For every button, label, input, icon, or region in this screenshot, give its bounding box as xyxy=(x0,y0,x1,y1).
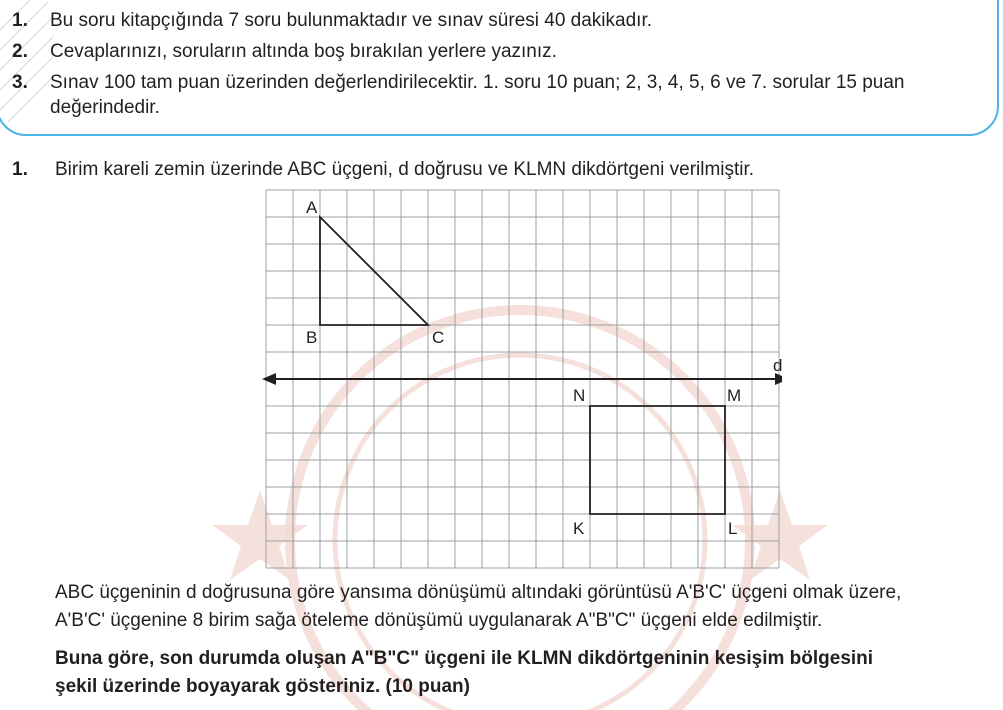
question-text: Birim kareli zemin üzerinde ABC üçgeni, d doğrusu ve KLMN dikdörtgeni verilmiştir. xyxy=(55,159,755,180)
label-c: C xyxy=(432,328,445,347)
instruction-text: Cevaplarınızı, soruların altında boş bırakılan yerlere yazınız. xyxy=(50,41,557,62)
question-number: 1. xyxy=(12,159,28,180)
label-b: B xyxy=(306,328,318,347)
instruction-number: 1. xyxy=(12,10,28,31)
question-paragraph-1-line-1: ABC üçgeninin d doğrusuna göre yansıma dönüşümü altındaki görüntüsü A'B'C' üçgeni olmak üzere, xyxy=(55,582,902,603)
grid-figure xyxy=(262,186,782,572)
label-m: M xyxy=(727,386,742,405)
arrow-left-icon xyxy=(262,373,276,385)
question-paragraph-2-line-1: Buna göre, son durumda oluşan A"B"C" üçgeni ile KLMN dikdörtgeninin kesişim bölgesini xyxy=(55,648,874,669)
instruction-number: 2. xyxy=(12,41,28,62)
label-l: L xyxy=(728,519,738,538)
instruction-number: 3. xyxy=(12,72,28,93)
line-d xyxy=(262,373,782,385)
instruction-text: Sınav 100 tam puan üzerinden değerlendirilecektir. 1. soru 10 puan; 2, 3, 4, 5, 6 ve 7. sorular 15 puan değerindedir. xyxy=(50,72,905,118)
question-paragraph-1-line-2: A'B'C' üçgenine 8 birim sağa öteleme dönüşümü uygulanarak A"B"C" üçgeni elde edilmiştir. xyxy=(55,610,823,631)
question-paragraph-2-line-2: şekil üzerinde boyayarak gösteriniz. (10 puan) xyxy=(55,676,470,697)
instruction-text: Bu soru kitapçığında 7 soru bulunmaktadır ve sınav süresi 40 dakikadır. xyxy=(50,10,652,31)
label-n: N xyxy=(573,386,586,405)
figure-grid xyxy=(262,186,782,572)
label-a: A xyxy=(306,198,318,217)
label-d: d xyxy=(773,356,782,375)
label-k: K xyxy=(573,519,585,538)
